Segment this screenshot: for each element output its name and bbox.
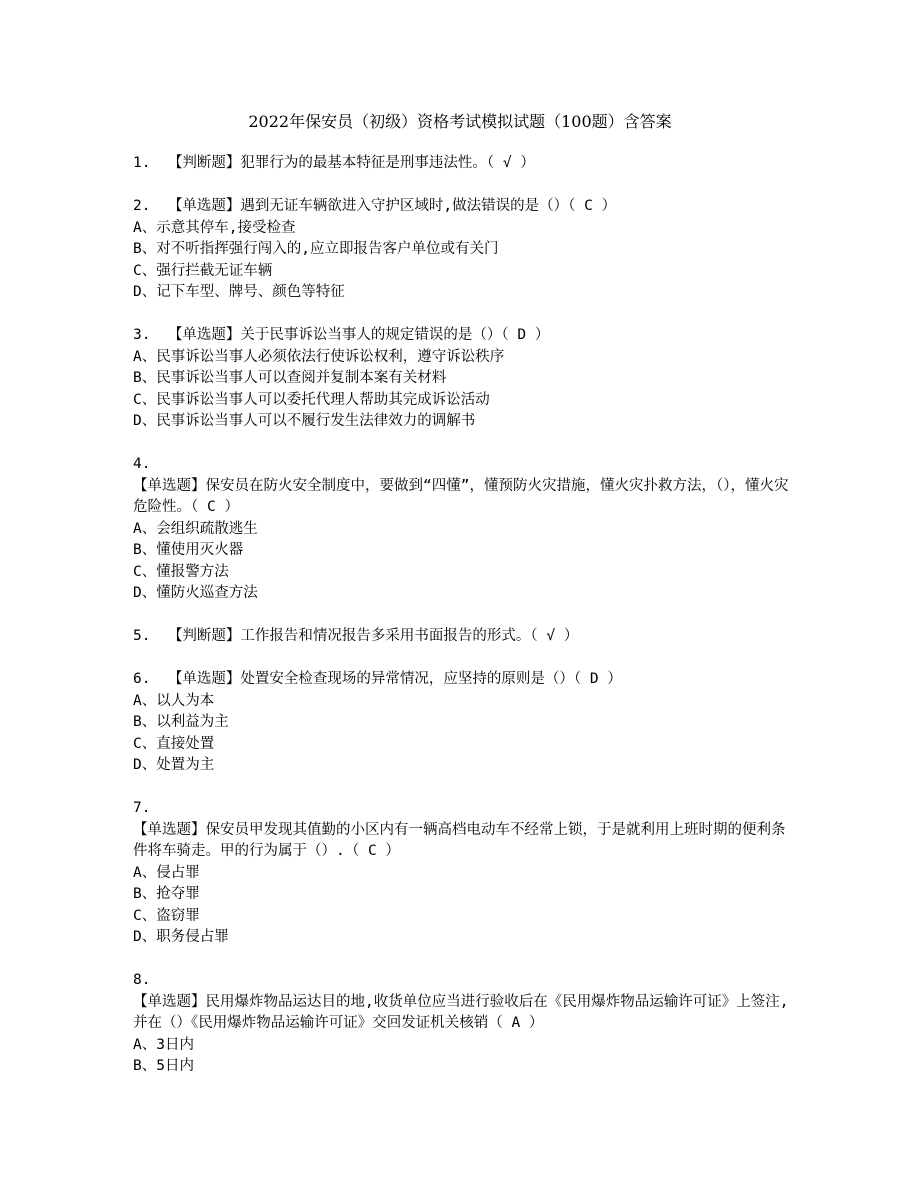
option-a: A、侵占罪 [133,864,200,881]
option-d: D、民事诉讼当事人可以不履行发生法律效力的调解书 [133,413,476,429]
option-d: D、处置为主 [133,757,215,773]
option-b: B、懂使用灭火器 [133,542,244,558]
question-stem: 【判断题】工作报告和情况报告多采用书面报告的形式。（ √ ） [167,628,579,644]
option-a: A、民事诉讼当事人必须依法行使诉讼权利，遵守诉讼秩序 [133,348,505,365]
question-stem: 【单选题】关于民事诉讼当事人的规定错误的是（）（ D ） [167,327,550,343]
option-c: C、强行拦截无证车辆 [133,262,273,279]
question-6 [133,669,793,777]
option-b: B、5日内 [133,1058,194,1074]
option-d: D、职务侵占罪 [133,929,229,945]
option-d: D、记下车型、牌号、颜色等特征 [133,284,345,300]
question-number: 3. [133,327,151,343]
question-2 [133,196,793,304]
option-d: D、懂防火巡查方法 [133,585,258,601]
option-c: C、直接处置 [133,735,215,752]
question-number: 2. [133,198,151,214]
option-a: A、示意其停车,接受检查 [133,219,296,236]
question-1 [133,153,793,175]
option-b: B、对不听指挥强行闯入的,应立即报告客户单位或有关门 [133,241,499,257]
question-4 [133,454,793,605]
question-3 [133,325,793,433]
question-number: 7. [133,800,151,816]
question-8 [133,970,793,1078]
option-c: C、盗窃罪 [133,907,200,924]
option-a: A、会组织疏散逃生 [133,520,258,537]
option-c: C、民事诉讼当事人可以委托代理人帮助其完成诉讼活动 [133,391,490,408]
question-number: 1. [133,155,151,171]
option-b: B、民事诉讼当事人可以查阅并复制本案有关材料 [133,370,447,386]
question-number: 4. [133,456,151,472]
question-number: 8. [133,972,151,988]
question-stem: 【判断题】犯罪行为的最基本特征是刑事违法性。（ √ ） [167,155,535,171]
option-b: B、以利益为主 [133,714,229,730]
question-number: 6. [133,671,151,687]
question-7 [133,798,793,949]
option-b: B、抢夺罪 [133,886,200,902]
question-list [133,153,793,1099]
question-number: 5. [133,628,151,644]
question-5 [133,626,793,648]
question-stem: 【单选题】处置安全检查现场的异常情况，应坚持的原则是（）（ D ） [167,671,622,687]
option-c: C、懂报警方法 [133,563,229,580]
question-stem: 【单选题】保安员在防火安全制度中，要做到“四懂”，懂预防火灾措施，懂火灾扑救方法，（），懂火灾危险性。（ C ） [133,477,789,515]
question-stem: 【单选题】民用爆炸物品运达目的地,收货单位应当进行验收后在《民用爆炸物品运输许可证》上签注,并在（）《民用爆炸物品运输许可证》交回发证机关核销（ A ） [133,993,789,1031]
document-title: 2022年保安员（初级）资格考试模拟试题（100题）含答案 [248,112,672,131]
option-a: A、3日内 [133,1036,194,1053]
question-stem: 【单选题】保安员甲发现其值勤的小区内有一辆高档电动车不经常上锁，于是就利用上班时期的便利条件将车骑走。甲的行为属于（）.（ C ） [133,821,786,859]
option-a: A、以人为本 [133,692,215,709]
question-stem: 【单选题】遇到无证车辆欲进入守护区域时,做法错误的是（）（ C ） [167,198,617,214]
